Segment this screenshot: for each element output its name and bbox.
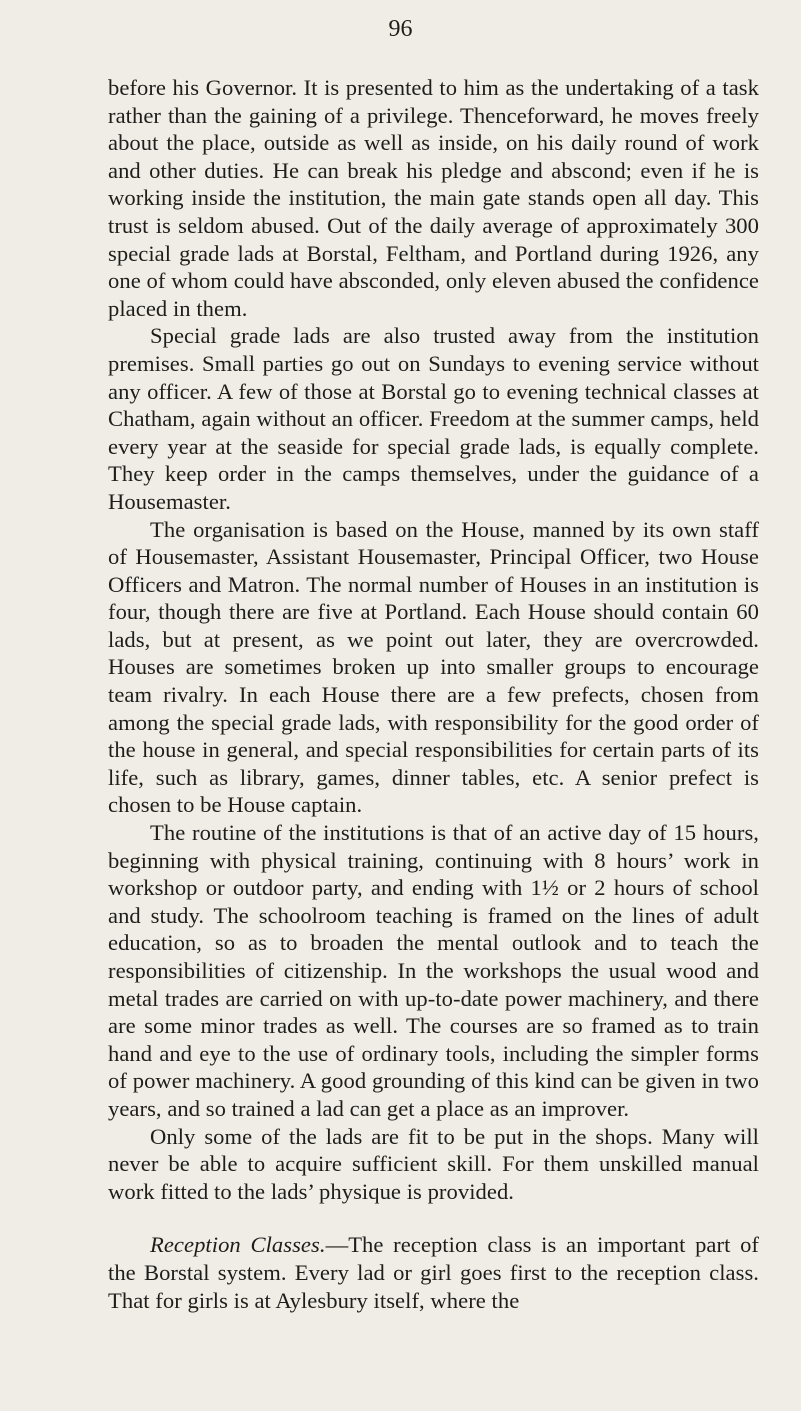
reception-classes-text: —The reception class is an important part of the Borstal system. Every lad or girl goes first to the reception class. That for girls is at Aylesbury itself, where the <box>108 1232 760 1313</box>
paragraph-reception-classes <box>108 1231 759 1314</box>
paragraph-shops: Only some of the lads are fit to be put in the shops. Many will never be able to acquire sufficient skill. For them unskilled manual work fitted to the lads’ physique is provided. <box>108 1123 759 1204</box>
paragraph-daily-routine: The routine of the institutions is that of an active day of 15 hours, beginning with physical training, continuing with 8 hours’ work in workshop or outdoor party, and ending with 1½ or 2 hours of school and study. The schoolroom teaching is framed on the lines of adult education, so as to broaden the mental outlook and to teach the responsibilities of citizenship. In the workshops the usual wood and metal trades are carried on with up-to-date power machinery, and there are some minor trades as well. The courses are so framed as to train hand and eye to the use of ordinary tools, including the simpler forms of power machinery. A good grounding of this kind can be given in two years, and so trained a lad can get a place as an improver. <box>108 820 759 1121</box>
section-heading-reception-classes: Reception Classes. <box>150 1232 326 1258</box>
paragraph-governor-trust: before his Governor. It is presented to him as the undertaking of a task rather than the gaining of a privilege. Thenceforward, he moves freely about the place, outside as well as inside, on his daily round of work and other duties. He can break his pledge and abscond; even if he is working inside the institution, the main gate stands open all day. This trust is seldom abused. Out of the daily average of approximately 300 special grade lads at Borstal, Feltham, and Portland during 1926, any one of whom could have absconded, only eleven abused the confidence placed in them. <box>108 75 759 321</box>
paragraph-special-grade-away: Special grade lads are also trusted away from the institution premises. Small parties go out on Sundays to evening service without any officer. A few of those at Borstal go to evening technical classes at Chatham, again without an officer. Freedom at the summer camps, held every year at the seaside for special grade lads, is equally complete. They keep order in the camps themselves, under the guidance of a Housemaster. <box>108 323 759 514</box>
paragraph-house-organisation: The organisation is based on the House, manned by its own staff of Housemaster, Assistant Housemaster, Principal Officer, two House Officers and Matron. The normal number of Houses in an institution is four, though there are five at Portland. Each House should contain 60 lads, but at present, as we point out later, they are overcrowded. Houses are sometimes broken up into smaller groups to encourage team rivalry. In each House there are a few prefects, chosen from among the special grade lads, with responsibility for the good order of the house in general, and special responsibilities for certain parts of its life, such as library, games, dinner tables, etc. A senior prefect is chosen to be House captain. <box>108 516 759 818</box>
page-number: 96 <box>388 16 413 42</box>
